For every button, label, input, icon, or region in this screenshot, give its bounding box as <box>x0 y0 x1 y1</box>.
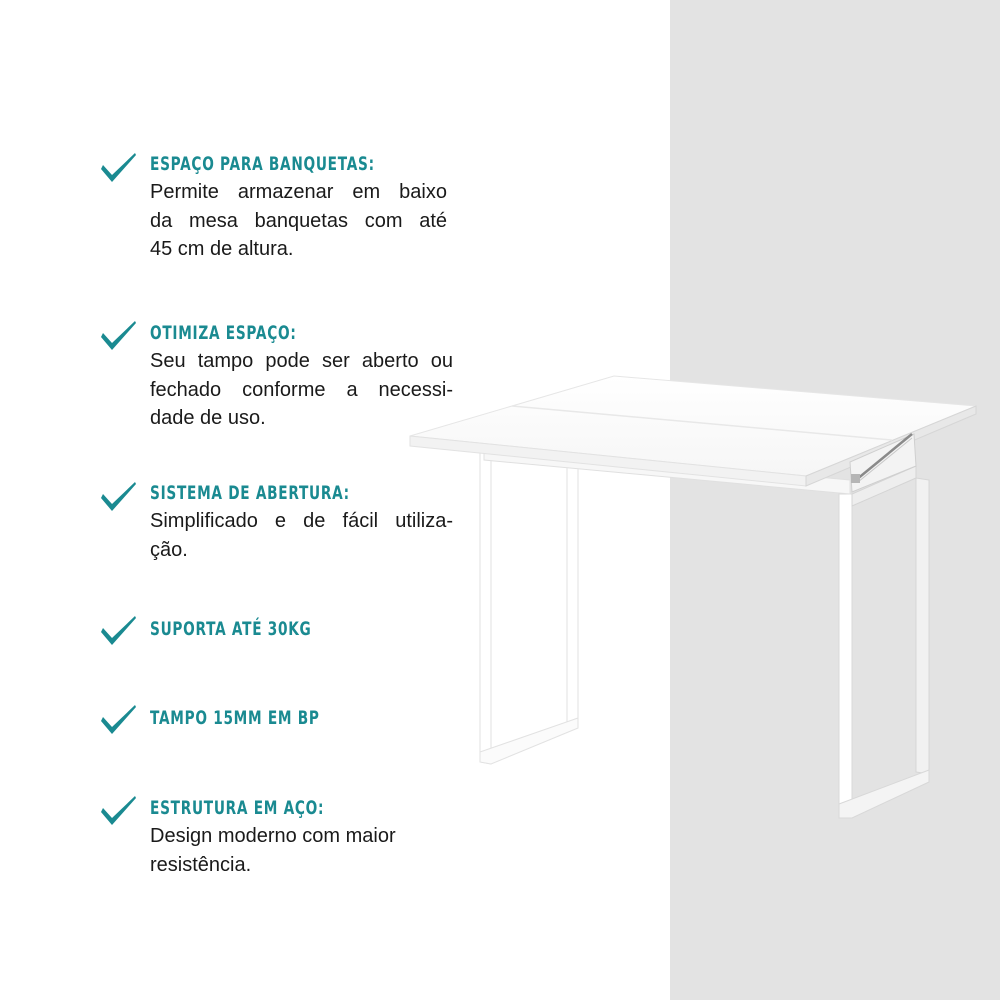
feature-description-line: 45 cm de altura. <box>150 238 294 260</box>
feature-title: SUPORTA ATÉ 30KG <box>150 618 312 640</box>
folding-table-image <box>400 360 990 830</box>
feature-description-line: Simplificado e de fácil utiliza- <box>150 510 453 532</box>
checkmark-icon <box>98 152 138 186</box>
feature-title: OTIMIZA ESPAÇO: <box>150 322 297 344</box>
checkmark-icon <box>98 615 138 649</box>
feature-description-line: resistência. <box>150 853 252 876</box>
feature-description-line: Seu tampo pode ser aberto ou <box>150 350 453 372</box>
checkmark-icon <box>98 481 138 515</box>
feature-description-line: fechado conforme a necessi- <box>150 378 453 401</box>
feature-title: TAMPO 15MM EM BP <box>150 707 320 729</box>
checkmark-icon <box>98 320 138 354</box>
feature-description-line: dade de uso. <box>150 407 266 429</box>
feature-title: SISTEMA DE ABERTURA: <box>150 482 350 504</box>
feature-description-line: Permite armazenar em baixo <box>150 181 447 203</box>
table-leg-left <box>480 450 578 764</box>
checkmark-icon <box>98 795 138 829</box>
feature-description-line: ção. <box>150 538 188 561</box>
feature-description <box>150 822 450 879</box>
feature-description-line: Design moderno com maior <box>150 825 396 847</box>
table-leg-right <box>839 466 929 818</box>
feature-description-line: da mesa banquetas com até <box>150 209 447 232</box>
checkmark-icon <box>98 704 138 738</box>
feature-title: ESTRUTURA EM AÇO: <box>150 797 325 819</box>
feature-description <box>150 178 447 264</box>
feature-title: ESPAÇO PARA BANQUETAS: <box>150 153 375 175</box>
